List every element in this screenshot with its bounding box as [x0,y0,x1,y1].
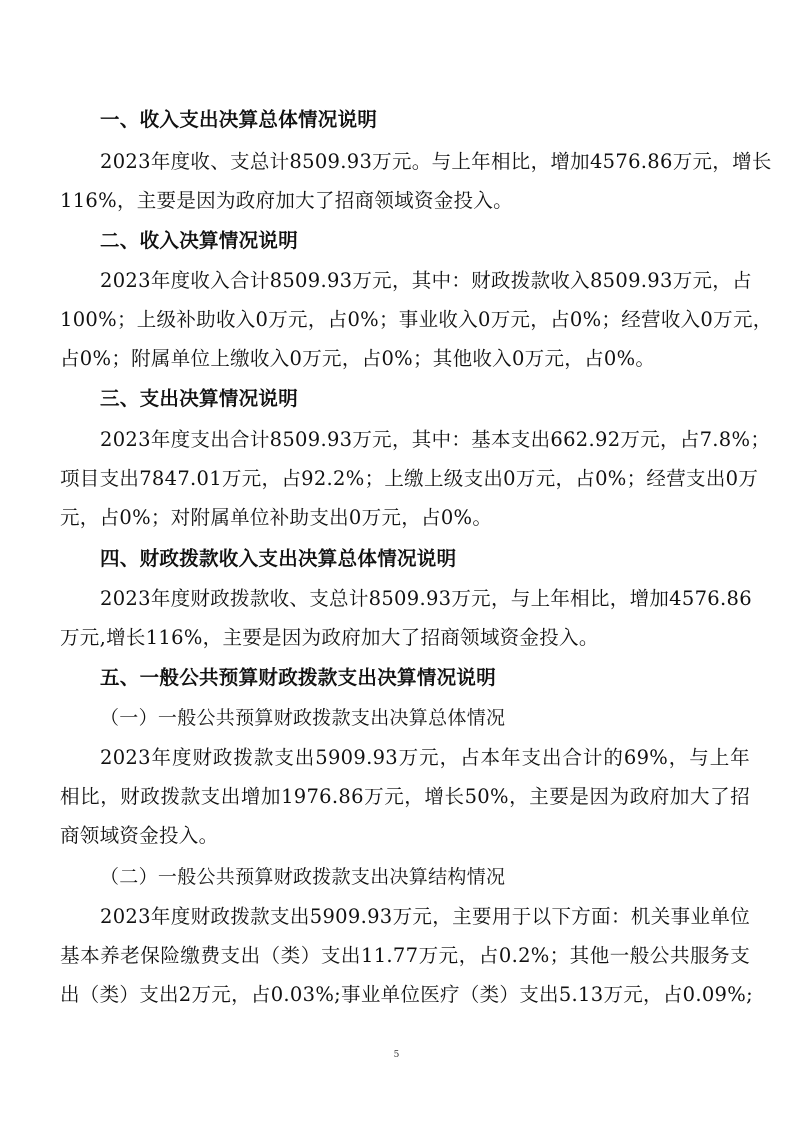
paragraph-line: 基本养老保险缴费支出（类）支出11.77万元，占0.2%；其他一般公共服务支 [60,944,750,967]
paragraph-line: 2023年度财政拨款支出5909.93万元，主要用于以下方面：机关事业单位 [100,905,750,928]
section-heading-3: 三、支出决算情况说明 [100,387,299,410]
paragraph-line: 2023年度收、支总计8509.93万元。与上年相比，增加4576.86万元，增长 [100,150,772,173]
paragraph-line: 2023年度财政拨款支出5909.93万元，占本年支出合计的69%，与上年 [100,746,750,769]
paragraph-line: 占0%；附属单位上缴收入0万元，占0%；其他收入0万元，占0%。 [60,347,656,370]
paragraph-line: 元，占0%；对附属单位补助支出0万元，占0%。 [60,506,493,529]
paragraph-line: 项目支出7847.01万元，占92.2%；上缴上级支出0万元，占0%；经营支出0万 [60,467,759,490]
subsection-heading-2: （二）一般公共预算财政拨款支出决算结构情况 [100,866,506,888]
paragraph-line: 2023年度收入合计8509.93万元，其中：财政拨款收入8509.93万元，占 [100,269,752,292]
subsection-heading-1: （一）一般公共预算财政拨款支出决算总体情况 [100,707,506,729]
section-heading-4: 四、财政拨款收入支出决算总体情况说明 [100,547,457,570]
section-heading-1: 一、收入支出决算总体情况说明 [100,108,378,131]
paragraph-line: 万元,增长116%，主要是因为政府加大了招商领域资金投入。 [60,626,599,649]
section-heading-5: 五、一般公共预算财政拨款支出决算情况说明 [100,666,497,689]
paragraph-line: 相比，财政拨款支出增加1976.86万元，增长50%，主要是因为政府加大了招 [60,785,750,808]
paragraph-line: 商领域资金投入。 [60,824,219,847]
section-heading-2: 二、收入决算情况说明 [100,229,299,252]
paragraph-line: 116%，主要是因为政府加大了招商领域资金投入。 [60,189,513,212]
paragraph-line: 2023年度支出合计8509.93万元，其中：基本支出662.92万元，占7.8%； [100,428,771,451]
paragraph-line: 出（类）支出2万元，占0.03%;事业单位医疗（类）支出5.13万元，占0.09%; [60,983,753,1006]
paragraph-line: 100%；上级补助收入0万元，占0%；事业收入0万元，占0%；经营收入0万元， [60,308,773,331]
page-number: 5 [393,1050,400,1060]
paragraph-line: 2023年度财政拨款收、支总计8509.93万元，与上年相比，增加4576.86 [100,587,752,610]
